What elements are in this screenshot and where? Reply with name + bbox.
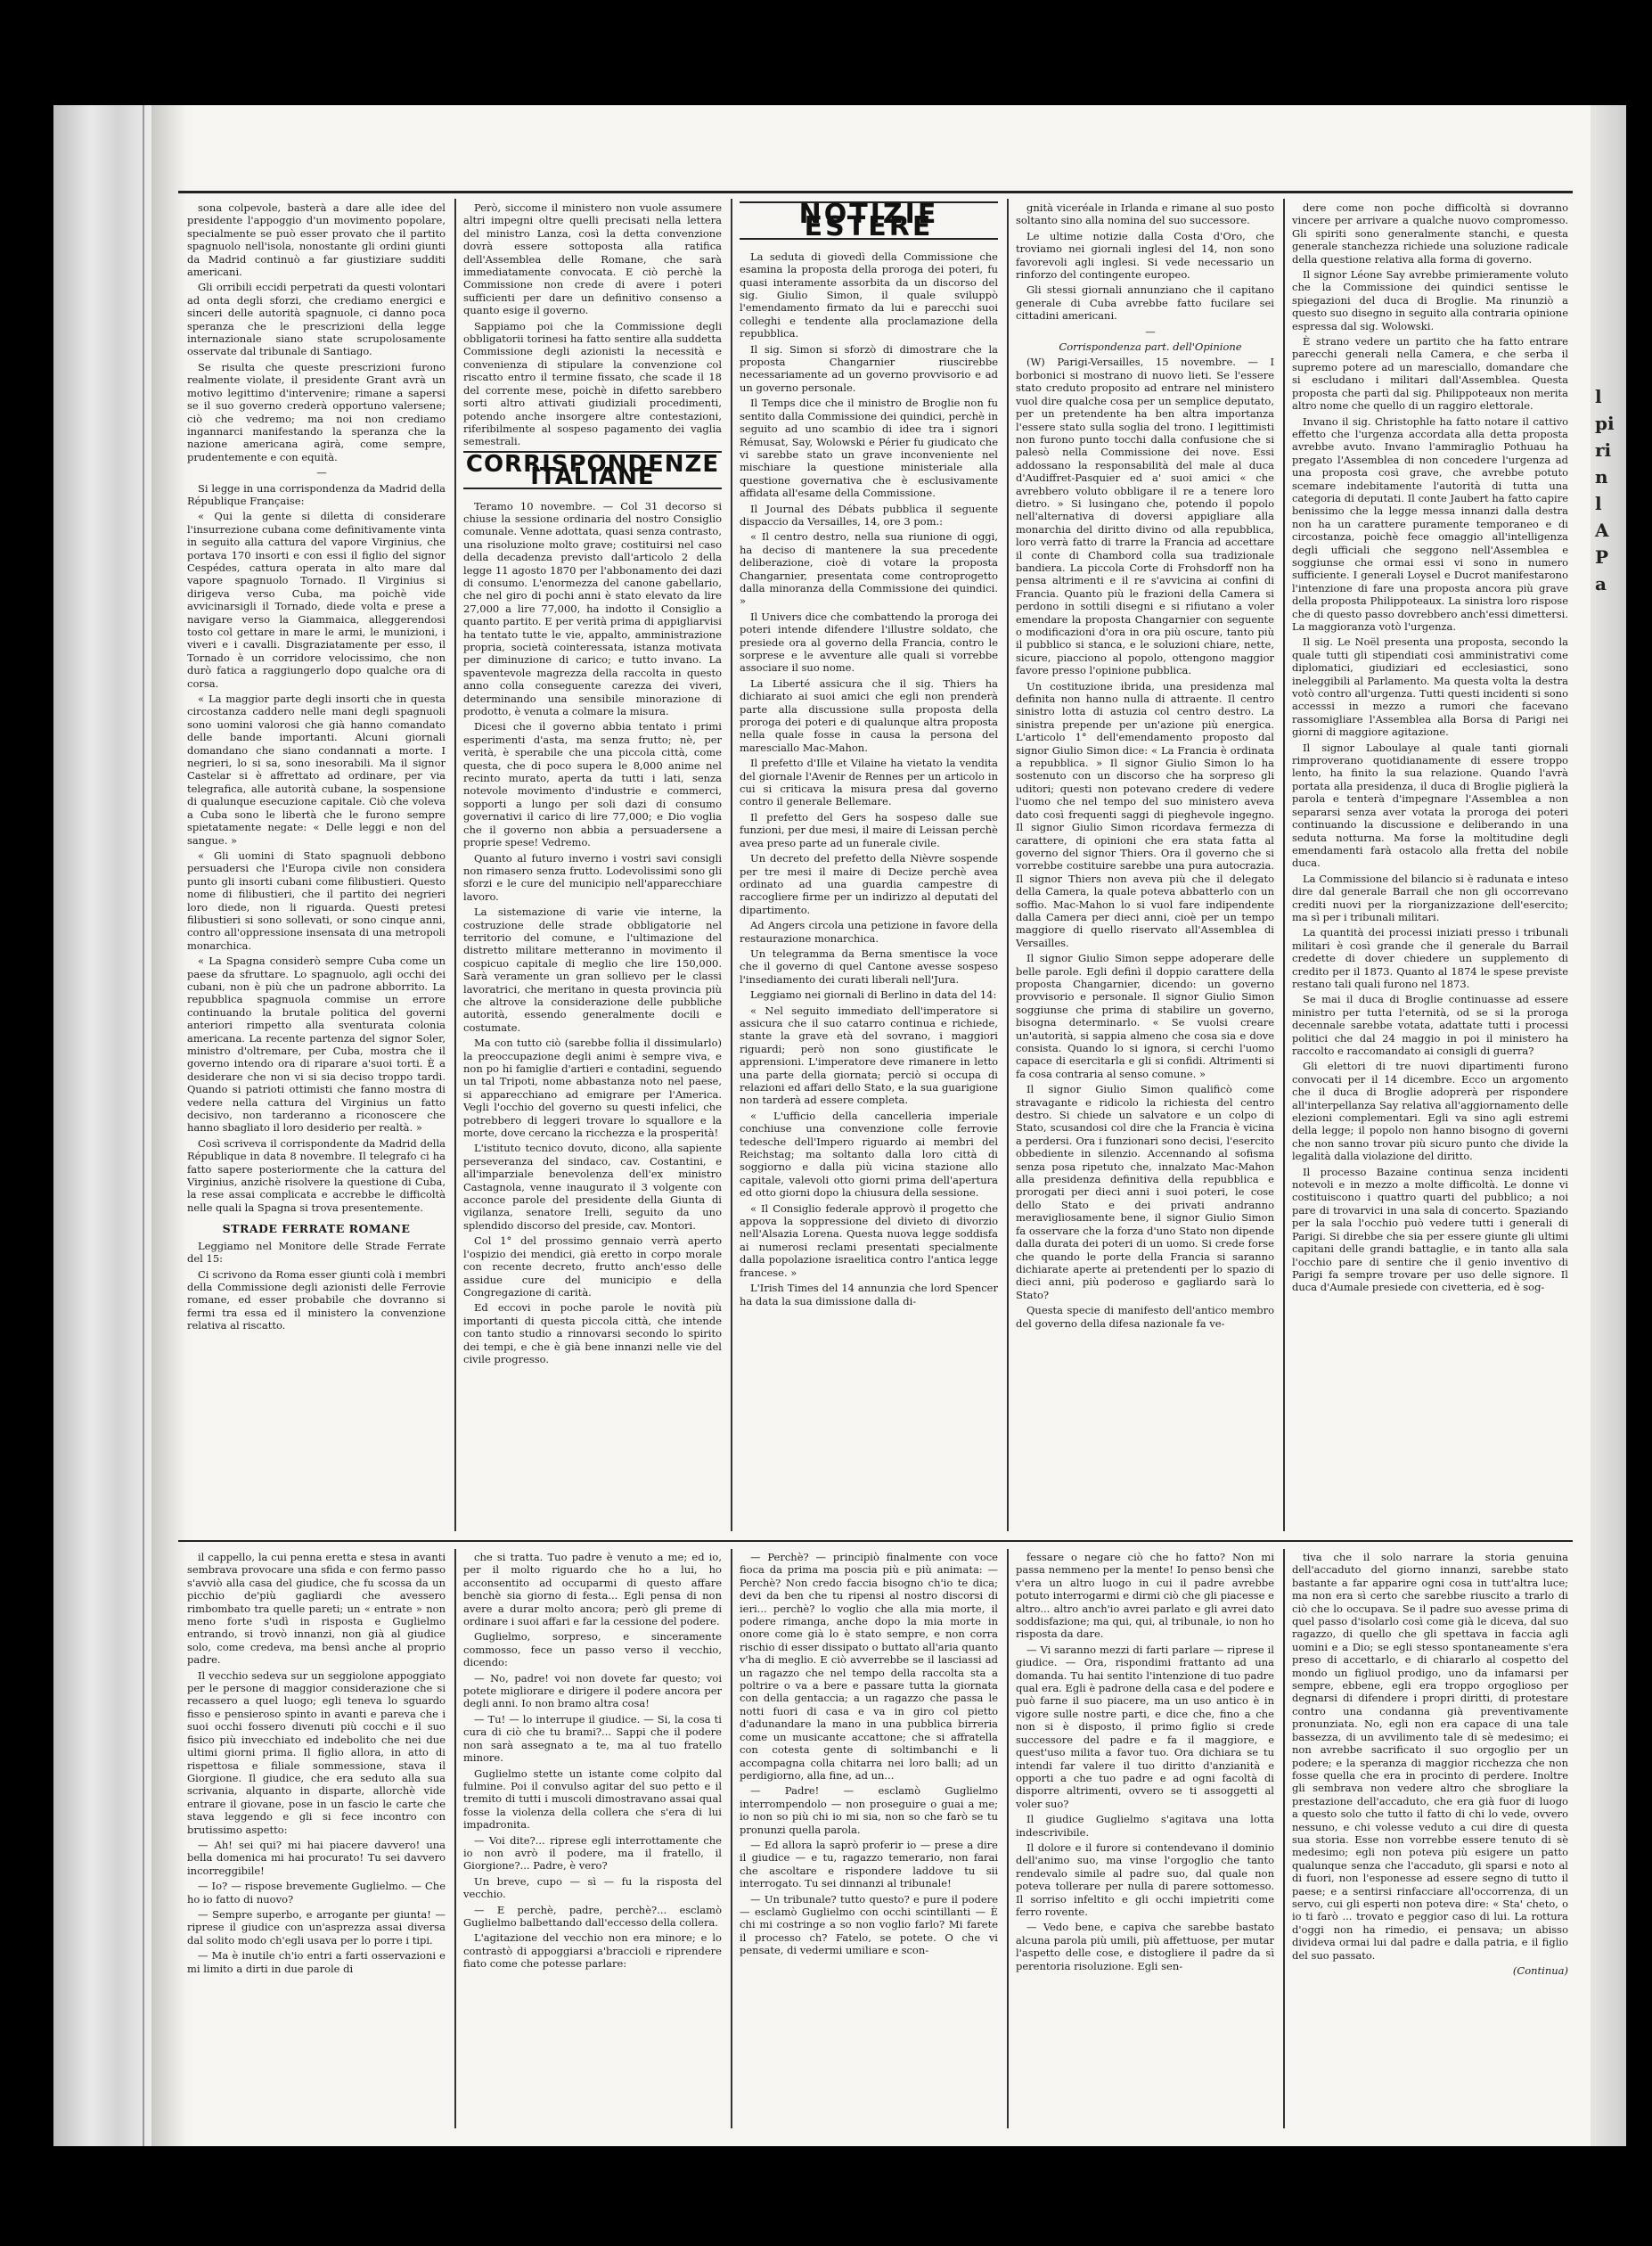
strip-letter: P [1595,546,1609,568]
article-paragraph: Si legge in una corrispondenza da Madrid della République Française: [187,481,446,507]
article-paragraph: Il signor Giulio Simon seppe adoperare delle belle parole. Egli definì il doppio carattere della proposta Changarnier, dicendo: un governo provvisorio e personale. Il signor Giulio Simon soggiunse che prima di stabilire un governo, bisogna determinarlo. « Se vuolsi creare un'autorità, si sappia almeno che cosa sia e dove consista. Quando lo si ignora, si cerchi l'uomo capace di esercitarla e gli si confidi. Altrimenti si fa cosa contraria al senso comune. » [1016,952,1274,1080]
article-paragraph: La sistemazione di varie vie interne, la costruzione delle strade obbligatorie nel territorio del comune, e l'ultimazione del distretto militare metteranno in movimento il cospicuo capitale di meglio che lire 150,000. Sarà veramente un gran sollievo per le classi lavoratrici, che meritano in questa provincia più che altrove la considerazione delle pubbliche autorità, essendo generalmente docili e costumate. [463,906,722,1034]
article-paragraph: La quantità dei processi iniziati presso i tribunali militari è così grande che il generale du Barrail credette di dover chiedere un supplemento di credito per il 1873. Quanto al 1874 le spese previste restano tali quali furono nel 1873. [1292,926,1568,990]
article-paragraph: Il Temps dice che il ministro de Broglie non fu sentito dalla Commissione dei quindici, perchè in seguito ad uno scambio di idee tra i signori Rémusat, Say, Wolowski e Périer fu giudicato che vi sarebbe stato un grave inconveniente nel mischiare la questione ministeriale alla questione governativa che è esclusivamente affidata all'esame della Commissione. [740,397,998,500]
column-rule [1007,199,1009,1531]
article-paragraph: Il signor Léone Say avrebbe primieramente voluto che la Commissione dei quindici sentisse le spiegazioni del duca di Broglie. Ma rinunziò a questo suo disegno in seguito alla contraria opinione espressa dal sig. Wolowski. [1292,268,1568,332]
article-paragraph: « Nel seguito immediato dell'imperatore si assicura che il suo catarro continua e richiede, stante la grave età del sovrano, i maggiori riguardi; però non sono giustificate le apprensioni. L'imperatore deve rimanere in letto una parte della giornata; perciò si occupa di relazioni ed affari dello Stato, e la sua guarigione non tarderà ad essere completa. [740,1004,998,1107]
article-paragraph: Sappiamo poi che la Commissione degli obbligatorii torinesi ha fatto sentire alla suddetta Commissione degli azionisti la necessità e convenienza di stipulare la convenzione col riscatto entro il termine fissato, che scade il 18 del corrente mese, poichè in difetto sarebbero sorti altro attivati giudiziali procedimenti, potendo anche insorgere altre contestazioni, riferibilmente al sospeso pagamento dei vaglia semestrali. [463,319,722,448]
newspaper-page [151,105,1591,2146]
feuilleton-paragraph: — Un tribunale? tutto questo? e pure il podere — esclamò Guglielmo con occhi scintillanti — È chi mi costringe a so non voglio farlo? Mi farete il processo ch? Fatelo, se potete. O che vi pensate, di vedermi umiliare e scon- [740,1892,998,1957]
article-paragraph: Il processo Bazaine continua senza incidenti notevoli e in mezzo a molte difficoltà. Le donne vi costituiscono i quattro quarti del pubblico; a noi pare di trovarvici in una sala di concerto. Spaziando per la sala l'occhio può vedere tutti i generali di Parigi. Si direbbe che sia per essere giunte gli ultimi capitani delle grandi battaglie, e in tanto alla sala l'occhio pare di sentire che il genio inventivo di Parigi fa sempre trovare per uso delle signore. Il duca d'Aumale presiede con civetteria, ed è sog- [1292,1165,1568,1294]
article-paragraph: Teramo 10 novembre. — Col 31 decorso si chiuse la sessione ordinaria del nostro Consiglio comunale. Venne adottata, quasi senza contrasto, una risoluzione molto grave; costituirsi nel caso della decadenza previsto dall'articolo 2 della legge 11 agosto 1870 per l'abbonamento dei dazi di consumo. L'enormezza del canone gabellario, che nel giro di pochi anni è stato elevato da lire 27,000 a lire 77,000, ha indotto il Consiglio a quanto partito. E per verità prima di appigliarvisi ha tentato tutte le vie, appalto, amministrazione propria, società cointeressata, istanza motivata per diminuzione di carico; e tutto invano. La spaventevole magrezza della raccolta in questo anno colla conseguente carezza dei viveri, determinando una sensibile minorazione di prodotto, è venuta a colmare la misura. [463,499,722,718]
article-paragraph: Le ultime notizie dalla Costa d'Oro, che troviamo nei giornali inglesi del 14, non sono favorevoli agli inglesi. Si vede necessario un rinforzo del contingente europeo. [1016,229,1274,282]
feuilleton-paragraph: — Ma è inutile ch'io entri a farti osservazioni e mi limito a dirti in due parole di [187,1949,446,1975]
feuilleton-paragraph: — Vi saranno mezzi di farti parlare — riprese il giudice. — Ora, rispondimi frattanto ad una domanda. Tu hai sentito l'intenzione di tuo padre qual era. Egli è padrone della casa e del podere e può farne il suo piacere, ma un uso antico è in vigore sulle nostre parti, e dice che, fino a che non si è disposto, il primo figlio si crede successore del padre e fa il maggiore, e quest'uso milita a favor tuo. Ora dichiara se tu intendi far valere il tuo diritto d'anzianità e opporti a che tuo padre e ad ogni facoltà di disporre altrimenti, ovvero se ti assoggetti al voler suo? [1016,1643,1274,1810]
feuilleton-column-2 [463,1551,722,2130]
page-stack-edge [53,105,160,2146]
feuilleton-paragraph: Guglielmo stette un istante come colpito dal fulmine. Poi il convulso agitar del suo petto e il tremito di tutti i muscoli dimostravano assai qual fosse la violenza della collera che s'era di lui impadronita. [463,1766,722,1832]
article-paragraph: L'Irish Times del 14 annunzia che lord Spencer ha data la sua dimissione dalla di- [740,1282,998,1307]
feuilleton-paragraph: — Voi dite?... riprese egli interrottamente che io non avrò il podere, ma il fratello, il Giorgione?... Padre, è vero? [463,1833,722,1873]
article-paragraph: « La maggior parte degli insorti che in questa circostanza caddero nelle mani degli spagnuoli sono uomini valorosi che già hanno comandato delle bande importanti. Alcuni giornali domandano che siano condannati a morte. I negrieri, lo si sa, sono inesorabili. Ma il signor Castelar si è affrettato ad ordinare, per via telegrafica, alle autorità cubane, la sospensione di qualunque esecuzione capitale. Ciò che voleva a Cuba sono le libertà che le furono sempre spietatamente negate: « Delle leggi e non del sangue. » [187,693,446,847]
article-paragraph: Il signor Laboulaye al quale tanti giornali rimproverano quotidianamente di essere troppo lento, ha finito la sua relazione. Quando l'avrà portata alla presidenza, il duca di Broglie piglierà la parola e tenterà d'impegnare l'Assemblea a non separarsi senza aver votata la proroga dei poteri continuando la discussione e deliberando in una seduta notturna. Ma forse la moltitudine degli emendamenti farà ostacolo alla fretta del nobile duca. [1292,741,1568,870]
strip-letter: A [1595,520,1609,541]
feuilleton-paragraph: — Vedo bene, e capiva che sarebbe bastato alcuna parola più umili, più affettuose, per mutar l'aspetto delle cose, e distogliere il padre da sì perentoria risoluzione. Egli sen- [1016,1921,1274,1972]
article-paragraph: Il sig. Le Noël presenta una proposta, secondo la quale tutti gli stipendiati così amministrativi come diplomatici, giudiziari ed ecclesiastici, sono ineleggibili al Parlamento. Ma questa volta la destra votò contro all'urgenza. Tutti questi incidenti si sono accesssi in mezzo a rumori che facevano rassomigliare l'Assemblea alla Borsa di Parigi nei giorni di maggiore agitazione. [1292,635,1568,739]
feuilleton-paragraph: — Io? — rispose brevemente Guglielmo. — Che ho io fatto di nuovo? [187,1880,446,1906]
article-paragraph: Un decreto del prefetto della Nièvre sospende per tre mesi il maire di Decize perchè avea ordinato ad una guardia campestre di raccogliere firme per un indirizzo al deputati del dipartimento. [740,852,998,916]
article-paragraph: Il Univers dice che combattendo la proroga dei poteri intende difendere l'illustre soldato, che presiede ora al governo della Francia, contro le sorprese e le avventure alle quali si vorrebbe associare il suo nome. [740,610,998,675]
feuilleton-paragraph: — Tu! — lo interrupe il giudice. — Si, la cosa ti cura di ciò che tu brami?... Sappi che il podere non sarà assegnato a te, ma al tuo fratello minore. [463,1712,722,1765]
feuilleton-paragraph: — No, padre! voi non dovete far questo; voi potete migliorare e dirigere il podere ancora per degli anni. Io non bramo altra cosa! [463,1671,722,1710]
article-paragraph: Questa specie di manifesto dell'antico membro del governo della difesa nazionale fa ve- [1016,1304,1274,1330]
article-paragraph: L'istituto tecnico dovuto, dicono, alla sapiente perseveranza del sindaco, cav. Costantini, e all'imparziale benevolenza dell'ex ministro Castagnola, venne inaugurato il 3 volgente con acconce parole del presidente della Giunta di vigilanza, senatore Irelli, seguito da uno splendido discorso del preside, cav. Montori. [463,1142,722,1232]
article-paragraph: Ad Angers circola una petizione in favore della restaurazione monarchica. [740,919,998,945]
feuilleton-column-5 [1292,1551,1568,2130]
article-paragraph: Ed eccovi in poche parole le novità più importanti di questa piccola città, che intende con tanto studio a rinnovarsi secondo lo spirito dei tempi, e che è già bene innanzi nelle vie del civile progresso. [463,1301,722,1365]
column-rule [1283,199,1285,1531]
article-paragraph: « Gli uomini di Stato spagnuoli debbono persuadersi che l'Europa civile non considera punto gli insorti cubani come filibustieri. Questo nome di filibustieri, che il partito dei negrieri loro diede, non li riguarda. Questi pretesi filibustieri si sono sollevati, or sono cinque anni, contro all'oppressione insensata di una metropoli monarchica. [187,848,446,952]
article-paragraph: « Qui la gente si diletta di considerare l'insurrezione cubana come definitivamente vinta in seguito alla cattura del vapore Virginius, che portava 170 insorti e con essi il figlio del signor Cespédes, cattura operata in alto mare dal vapore spagnuolo Tornado. Il Virginius si dirigeva verso Cuba, ma poichè vide avvicinarsigli il Tornado, diede volta e prese a navigare verso la Giammaica, alleggerendosi tosto col gettare in mare le armi, le munizioni, i viveri e i cavalli. Disgraziatamente per esso, il Tornado è un corridore velocissimo, che non durò fatica a raggiungerlo dopo qualche ora di corsa. [187,510,446,690]
column-rule [1283,1549,1285,2128]
column-rule [454,199,456,1531]
feuilleton-column-4 [1016,1551,1274,2130]
article-paragraph: Il Journal des Débats pubblica il seguente dispaccio da Versailles, 14, ore 3 pom.: [740,502,998,528]
article-paragraph: « Il Consiglio federale approvò il progetto che appova la soppressione del divieto di divorzio nell'Alsazia Lorena. Questa nuova legge soddisfa ai numerosi reclami presentati specialmente dalla popolazione israelitica contro l'antica legge francese. » [740,1201,998,1279]
article-paragraph: La Liberté assicura che il sig. Thiers ha dichiarato ai suoi amici che egli non prenderà parte alla discussione sulla proposta della proroga dei poteri e di qualunque altra proposta nella quale fosse in causa la persona del maresciallo Mac-Mahon. [740,676,998,754]
article-paragraph: Un telegramma da Berna smentisce la voce che il governo di quel Cantone avesse sospeso l'insediamento dei curati liberali nell'Jura. [740,947,998,986]
article-paragraph: Gli stessi giornali annunziano che il capitano generale di Cuba avrebbe fatto fucilare sei cittadini americani. [1016,283,1274,323]
strip-letter: pi [1595,413,1615,434]
feuilleton-rule [178,1540,1573,1542]
separator-dash [1016,325,1274,338]
feuilleton-paragraph: — Sempre superbo, e arrogante per giunta! — riprese il giudice con un'asprezza assai diversa dal solito modo ch'egli usava per lo porre i tipi. [187,1907,446,1947]
feuilleton-paragraph: — Ah! sei qui? mi hai piacere davvero! una bella domenica mi hai procurato! Tu sei davvero incorreggibile! [187,1838,446,1877]
feuilleton-paragraph: Il giudice Guglielmo s'agitava una lotta indescrivibile. [1016,1813,1274,1839]
article-paragraph: Il prefetto del Gers ha sospeso dalle sue funzioni, per due mesi, il maire di Leissan perchè avea preso parte ad un funerale civile. [740,810,998,849]
feuilleton-paragraph: — Ed allora la saprò proferir io — prese a dire il giudice — e tu, ragazzo temerario, non farai che ascoltare e rispondere laddove tu sii interrogato. Tu sei dinnanzi al tribunale! [740,1838,998,1890]
strip-letter: n [1595,466,1608,488]
article-paragraph: Dicesi che il governo abbia tentato i primi esperimenti d'asta, ma senza frutto; nè, per verità, è sperabile che una piccola città, come questa, che di poco supera le 8,000 anime nel recinto murato, aperta da tutti i lati, senza notevole movimento d'industrie e commerci, sopporti a lungo per soli dazi di consumo governativi il carico di lire 77,000; e Dio voglia che il governo non abbia a persuadersene a proprie spese! Vedremo. [463,720,722,849]
article-paragraph: Il signor Giulio Simon qualificò come stravagante e ridicolo la richiesta del centro destro. Si chiede un salvatore e un colpo di Stato, scusandosi col dire che la Francia è vicina a perdersi. Ora i funzionari sono decisi, l'esercito obbediente in silenzio. Accennando al sofisma senza posa ripetuto che, innalzato Mac-Mahon alla presidenza definitiva della repubblica e prorogati per dieci anni i suoi poteri, le cose dello Stato e dei privati andranno meravigliosamente bene, il signor Giulio Simon fa osservare che la forza d'uno Stato non dipende dalla durata dei poteri di un uomo. Si crede forse che quando le porte della Francia si saranno dichiarate aperte ai pretendenti per lo spazio di dieci anni, più poderoso e gagliardo sarà lo Stato? [1016,1083,1274,1301]
feuilleton-paragraph: Il dolore e il furore si contendevano il dominio dell'animo suo, ma vinse l'orgoglio che tanto rendevalo simile al padre suo, dal quale non poteva tollerare per nulla di parere sottomesso. Il sorriso infeltito e gli occhi impietriti come ferro rovente. [1016,1840,1274,1918]
fold-shadow [151,105,187,2146]
column-1 [187,201,446,1534]
article-paragraph: La Commissione del bilancio si è radunata e inteso dire dal generale Barrail che non gli occorrevano crediti nuovi per la riorganizzazione dell'esercito; ma sì per i tribunali militari. [1292,872,1568,923]
column-rule [731,1549,732,2128]
correspondence-heading: Corrispondenza part. dell'Opinione [1059,340,1242,354]
article-paragraph: La seduta di giovedì della Commissione che esamina la proposta della proroga dei poteri, fu quasi interamente assorbita da un discorso del sig. Giulio Simon, il quale sviluppò l'emendamento firmato da lui e parecchi suoi colleghi e tendente alla proclamazione della repubblica. [740,250,998,340]
separator-dash [187,466,446,479]
article-paragraph: Leggiamo nei giornali di Berlino in data del 14: [750,988,997,1002]
section-heading-strade-ferrate: STRADE FERRATE ROMANE [222,1222,411,1236]
column-5 [1292,201,1568,1534]
article-paragraph: Il sig. Simon si sforzò di dimostrare che la proposta Changarnier riuscirebbe necessariamente ad un governo provvisorio e ad un governo personale. [740,342,998,394]
article-paragraph: Così scriveva il corrispondente da Madrid della République in data 8 novembre. Il telegrafo ci ha fatto sapere posteriormente che la cattura del Virginius, anzichè risolvere la questione di Cuba, la rese assai complicata e accrebbe le difficoltà nelle quali la Spagna si trova presentemente. [187,1136,446,1214]
column-rule [731,199,732,1531]
strip-letter: l [1595,386,1602,407]
article-paragraph: Quanto al futuro inverno i vostri savi consigli non rimasero senza frutto. Lodevolissimi sono gli sforzi e le cure del municipio nell'apparecchiare lavoro. [463,851,722,903]
feuilleton-paragraph: tiva che il solo narrare la storia genuina dell'accaduto del giorno innanzi, sarebbe stato bastante a far apparire ogni cosa in tutt'altra luce; ma non era sì certo che sarebbe riuscito a trarlo di ciò che lo occupava. Se il padre suo avesse prima di quel passo d'isolarlo così come già le diceva, dal suo ragazzo, di quello che gli spettava in faccia agli uomini e a Dio; se egli stesso spontaneamente s'era preso di accettarlo, e di chiararlo al cospetto del mondo un figliuol prodigo, uno da infamarsi per sempre, ebbene, egli era troppo orgoglioso per degnarsi di difendere i propri diritti, di protestare contro una condanna già preventivamente pronunziata. No, egli non era capace di una tale bassezza, di un avvilimento tale di sè medesimo; ei non avrebbe sacrificato il suo orgoglio per un podere; e la speranza di maggior ricchezza che non fosse quella che era in procinto di perdere. Inoltre gli sembrava non vedere altro che sbrogliare la prestazione dell'accaduto, che era già fuor di luogo a questo solo che tutto il fatto di chi lo vede, ovvero nessuno, e chi volesse veduto a cui dire di questa sua storia. Esse non vorrebbe essere tenuto di sè medesimo; egli non poteva più esigere un patto qualunque senza che l'accaduto, gli sparsi e noto al di fuori, non l'esponesse ad essere segno di tutto il paese; e a sentirsi rinfacciare all'occorrenza, di un servo, cui gli esperti non poteva dire: « Sta' cheto, o io ti farò ... trovato e peggior caso di lui. La rottura d'oggi non ha rimedio, ei pensava; un abisso divideva ormai lui dal padre e dalla patria, e il figlio del suo passato. [1292,1551,1568,1962]
strip-letter: a [1595,573,1607,594]
strip-letter: ri [1595,439,1612,461]
article-paragraph: sona colpevole, basterà a dare alle idee del presidente l'appoggio d'un movimento popolare, specialmente se può esser provato che il partito spagnuolo nell'isola, nonostante gli ordini giunti da Madrid continuò a far giustiziare sudditi americani. [187,201,446,279]
article-paragraph: Se mai il duca di Broglie continuasse ad essere ministro per tutta l'eternità, od se si la proroga decennale sarebbe votata, adattate tutti i processi politici che dal 24 maggio in poi il ministero ha raccolto e raccomandato ai consigli di guerra? [1292,993,1568,1057]
column-2 [463,201,722,1534]
article-paragraph: Col 1° del prossimo gennaio verrà aperto l'ospizio dei mendici, già eretto in corpo morale con recente decreto, frutto anch'esso delle assidue cure del municipio e della Congregazione di carità. [463,1234,722,1299]
article-paragraph: « L'ufficio della cancelleria imperiale conchiuse una convenzione colle ferrovie tedesche dell'Impero riguardo ai membri del Reichstag; ma soltanto dalla loro città di soggiorno e dalla più vicina stazione allo capitale, valevoli otto giorni prima dell'apertura ed otto giorni dopo la chiusura della sessione. [740,1109,998,1200]
strip-letter: l [1595,493,1602,514]
continua-note: (Continua) [1512,1964,1568,1977]
article-paragraph: Ma con tutto ciò (sarebbe follia il dissimularlo) la preoccupazione degli animi è sempre viva, e non po hi famiglie d'artieri e contadini, seguendo un tal Tripoti, nome abbastanza noto nel paese, si apparecchiano ad emigrare per l'America. Vegli l'occhio del governo su questi infelici, che potrebbero di leggeri trovare lo squallore e la morte, dove cercano la ricchezza e la prosperità! [463,1037,722,1140]
feuilleton-paragraph: Il vecchio sedeva sur un seggiolone appoggiato per le persone di maggior considerazione che si recassero a quel luogo; egli teneva lo sguardo fisso e pensieroso spinto in avanti e pareva che i suoi occhi fossero divenuti più cocchi e il suo fisico più invecchiato ed indebolito che nei due ultimi giorni prima. Il figlio allora, in atto di rispettosa e filiale sommessione, stava il Giorgione. Il giudice, che era seduto alla sua scrivania, alquanto in disparte, allorchè vide entrare il giovane, pose in un fascio le carte che stava leggendo e gli si fece incontro con brutissimo aspetto: [187,1668,446,1836]
feuilleton-paragraph: — Padre! — esclamò Guglielmo interrompendolo — non proseguire o guai a me; io non so più chi io mi sia, non so che farò se tu pronunzi quella parola. [740,1784,998,1836]
feuilleton-paragraph: — Perchè? — principiò finalmente con voce fioca da prima ma poscia più e più animata: — Perchè? Non credo faccia bisogno ch'io te dica; devi da ben che tu ripensi al nostro discorsi di ieri... perchè? lo voglio che alla mia morte, il podere rimanga, anche dopo la mia morte in onore come già lo è stato sempre, e non corra rischio di esser dissipato o buttato all'aria quanto v'ha di meglio. E ciò avverrebbe se il lasciassi ad un ragazzo che nel tempo della raccolta sta a poltrire o va a bere e passare tutta la giornata con della gentaccia; a un ragazzo che passa le notti fuori di casa e va in giro col pietto d'adunandare la mano in una pubblica birreria come un musicante accattone; che si affratella con cotesta gente di soltimbanchi e li accompagna colla chitarra nei loro balli; ad un perdigiorno, alla fine, ad un... [740,1551,998,1782]
adjacent-page-letters [1595,383,1622,597]
article-paragraph: Il prefetto d'Ille et Vilaine ha vietato la vendita del giornale l'Avenir de Rennes per un articolo in cui si criticava la misura presa dal governo contro il generale Bellemare. [740,757,998,808]
article-paragraph: Gli elettori di tre nuovi dipartimenti furono convocati per il 14 dicembre. Ecco un argomento che il duca di Broglie adoprerà per rispondere all'interpellanza Say relativa all'aggiornamento delle elezioni complementari. Egli va sino agli estremi della legge; il popolo non hanno bisogno di governi che non sanno trovar più sicuro punto che divide la legalità dalla violazione del diritto. [1292,1060,1568,1163]
column-rule [454,1549,456,2128]
feuilleton-paragraph: il cappello, la cui penna eretta e stesa in avanti sembrava provocare una sfida e con fermo passo s'avviò alla casa del giudice, che fu scossa da un picchio de'più gagliardi che avessero rimbombato tra quelle pareti; un « entrate » non meno forte s'udì in risposta e Guglielmo entrando, si trovò innanzi, non già al giudice solo, come credeva, ma bensì anche al proprio padre. [187,1551,446,1667]
feuilleton-paragraph: che si tratta. Tuo padre è venuto a me; ed io, per il molto riguardo che ho a lui, ho acconsentito ad occuparmi di questo affare benchè sia giorno di festa... Egli pensa di non avere a durar molto ancora; però gli preme di ordinare i suoi affari e far la cessione del podere. [463,1551,722,1628]
section-banner-corrispondenze: CORRISPONDENZE ITALIANE [463,451,722,489]
article-paragraph: (W) Parigi-Versailles, 15 novembre. — I borbonici si mostrano di nuovo lieti. Se l'essere stato creduto proposito ad entrare nel ministero vuol dire qualche cosa per un semplice deputato, per un pretendente ha ben altra importanza l'essere stato sulla soglia del trono. I legittimisti non furono punto tocchi dalla confusione che si palesò nella Commissione dei nove. Essi addossano la responsabilità del male al duca d'Audiffret-Pasquier ed a' suoi amici « che avrebbero voluto obbligare il re a tenere loro dietro. » Si lusingano che, potendo il popolo nell'alternativa di doversi appigliare alla monarchia del diritto divino od alla repubblica, loro verrà fatto di trarre la Francia ad accettare il conte di Chambord colla sua tradizionale bandiera. La piccola Corte di Frohsdorff non ha pensa altrimenti e il re s'avvicina ai confini di Francia. Quanto più le frazioni della Camera si perdono in sottili disegni e si rifiutano a voler emendare la proposta Changarnier con seguente o modificazioni d'ora in ora più oscure, tanto più il pubblico si stanca, e le soluzioni chiare, nette, sicure, piacciono al popolo, ottengono maggior favore presso l'opinione pubblica. [1016,356,1274,677]
article-paragraph: Invano il sig. Christophle ha fatto notare il cattivo effetto che l'urgenza accordata alla detta proposta avrebbe avuto. Invano l'ammiraglio Pothuau ha pregato l'Assemblea di non concedere l'urgenza ad una proposta così grave, che avrebbe potuto scemare indebitamente l'autorità di tutta una categoria di deputati. Il conte Jaubert ha fatto capire benissimo che la legge messa innanzi dalla destra non ha un carattere puramente temporaneo e di circostanza, poichè fece omaggio all'intelligenza degli ufficiali che seggono nell'Assemblea e soggiunse che ormai essi vi sono in numero sufficiente. I generali Loysel e Ducrot manifestarono l'intenzione di fare una proposta ancora più grave della proposta Philippoteaux. La sinistra loro rispose che di questo passo dovrebbero anch'essi dimettersi. La maggioranza votò l'urgenza. [1292,414,1568,633]
feuilleton-paragraph: fessare o negare ciò che ho fatto? Non mi passa nemmeno per la mente! Io penso bensì che v'era un altro luogo in cui il padre avrebbe potuto interrogarmi e dirmi ciò che gli piacesse e altro... altro anch'io avrei parlato e gli avrei dato soddisfazione; ma qui, qui, al tribunale, io non ho risposta da dare. [1016,1551,1274,1641]
article-paragraph: È strano vedere un partito che ha fatto entrare parecchi generali nella Camera, e che serba il supremo potere ad un maresciallo, domandare che si escludano i militari dall'Assemblea. Questa proposta che partì dal sig. Philippoteaux non merita altro nome che quello di un raggiro elettorale. [1292,335,1568,413]
feuilleton-column-3 [740,1551,998,2130]
article-paragraph: Gli orribili eccidi perpetrati da questi volontari ad onta degli sforzi, che crediamo energici e sinceri delle autorità spagnuole, ci danno poca speranza che le prescrizioni della legge internazionale siano state scrupolosamente osservate dal tribunale di Santiago. [187,281,446,358]
column-rule [1007,1549,1009,2128]
feuilleton-paragraph: — E perchè, padre, perchè?... esclamò Guglielmo balbettando dall'eccesso della collera. [463,1903,722,1929]
section-banner-notizie-estere: NOTIZIE ESTERE [740,201,998,240]
feuilleton-paragraph: L'agitazione del vecchio non era minore; e lo contrastò di appoggiarsi a'braccioli e riprendere fiato come che potesse parlare: [463,1931,722,1971]
article-paragraph: Leggiamo nel Monitore delle Strade Ferrate del 15: [187,1239,446,1266]
article-paragraph: Però, siccome il ministero non vuole assumere altri impegni oltre quelli precisati nella lettera del ministro Lanza, così la detta convenzione dovrà essere sottoposta alla ratifica dell'Assemblea delle Romane, che sarà immediatamente convocata. E ciò perchè la Commissione non crede di avere i poteri sufficienti per dare un definitivo consenso a quanto esige il governo. [463,201,722,317]
article-paragraph: dere come non poche difficoltà si dovranno vincere per arrivare a qualche nuovo compromesso. Gli spiriti sono generalmente stanchi, e questa generale stanchezza richiede una soluzione radicale della questione relativa alla forma di governo. [1292,201,1568,266]
feuilleton-column-1 [187,1551,446,2130]
feuilleton-paragraph: Un breve, cupo — sì — fu la risposta del vecchio. [463,1874,722,1901]
article-paragraph: gnità viceréale in Irlanda e rimane al suo posto soltanto sino alla nomina del suo successore. [1016,201,1274,227]
article-paragraph: Se risulta che queste prescrizioni furono realmente violate, il presidente Grant avrà un motivo legittimo d'intervenire; rimane a sapersi se il suo governo crederà opportuno valersene; ciò che vedremo; ma noi non crediamo ingannarci manifestando la speranza che la nazione americana agirà, come sempre, prudentemente e con equità. [187,360,446,463]
article-paragraph: « Il centro destro, nella sua riunione di oggi, ha deciso di mantenere la sua precedente deliberazione, cioè di votare la proposta Changarnier, presentata come controprogetto dalla minoranza della Commissione dei quindici. » [740,530,998,608]
article-paragraph: « La Spagna considerò sempre Cuba come un paese da sfruttare. Lo spagnuolo, agli occhi dei cubani, non è più che un padrone abborrito. La repubblica spagnuola commise un errore continuando la brutale politica del governi anteriori rimpetto alla sventurata colonia americana. La recente partenza del signor Soler, ministro d'oltremare, per Cuba, mostra che il governo intendo ora di riparare a'suoi torti. È a desiderare che non vi si sia deciso troppo tardi. Quando si patrioti ottimisti che fanno mostra di vedere nella cattura del Virginius un fatto decisivo, non tarderanno a riconoscere che hanno sbagliato il loro desiderio per realtà. » [187,955,446,1135]
column-4 [1016,201,1274,1534]
article-paragraph: Ci scrivono da Roma esser giunti colà i membri della Commissione degli azionisti delle Ferrovie romane, ed esser probabile che dovranno si fermi tra essa ed il ministero la convenzione relativa al riscatto. [187,1267,446,1332]
article-paragraph: Un costituzione ibrida, una presidenza mal definita non hanno nulla di attraente. Il centro sinistro lotta di astuzia col centro destro. La sinistra prepende per un'azione più energica. L'articolo 1° dell'emendamento proposto dal signor Giulio Simon dice: « La Francia è ordinata a repubblica. » Il signor Giulio Simon lo ha sostenuto con un discorso che ha sorpreso gli uditori; questi non potevano credere di vedere l'uomo che nel tempo del suo ministero aveva dato così frequenti saggi di pieghevole ingegno. Il signor Giulio Simon ricordava fermezza di carattere, di opinioni che era stata fatta al governo del signor Thiers. Ora il governo che si vorrebbe costituire sarebbe una pura autocrazia. Il signor Thiers non aveva più che il delegato della Camera, la quale poteva abbatterlo con un soffio. Mac-Mahon lo si vuol fare indipendente dalla Camera per dieci anni, cioè per un tempo maggiore di quello riservato all'Assemblea di Versailles. [1016,679,1274,949]
top-rule [178,191,1573,193]
feuilleton-paragraph: Guglielmo, sorpreso, e sinceramente commosso, fece un passo verso il vecchio, dicendo: [463,1630,722,1669]
column-3 [740,201,998,1534]
